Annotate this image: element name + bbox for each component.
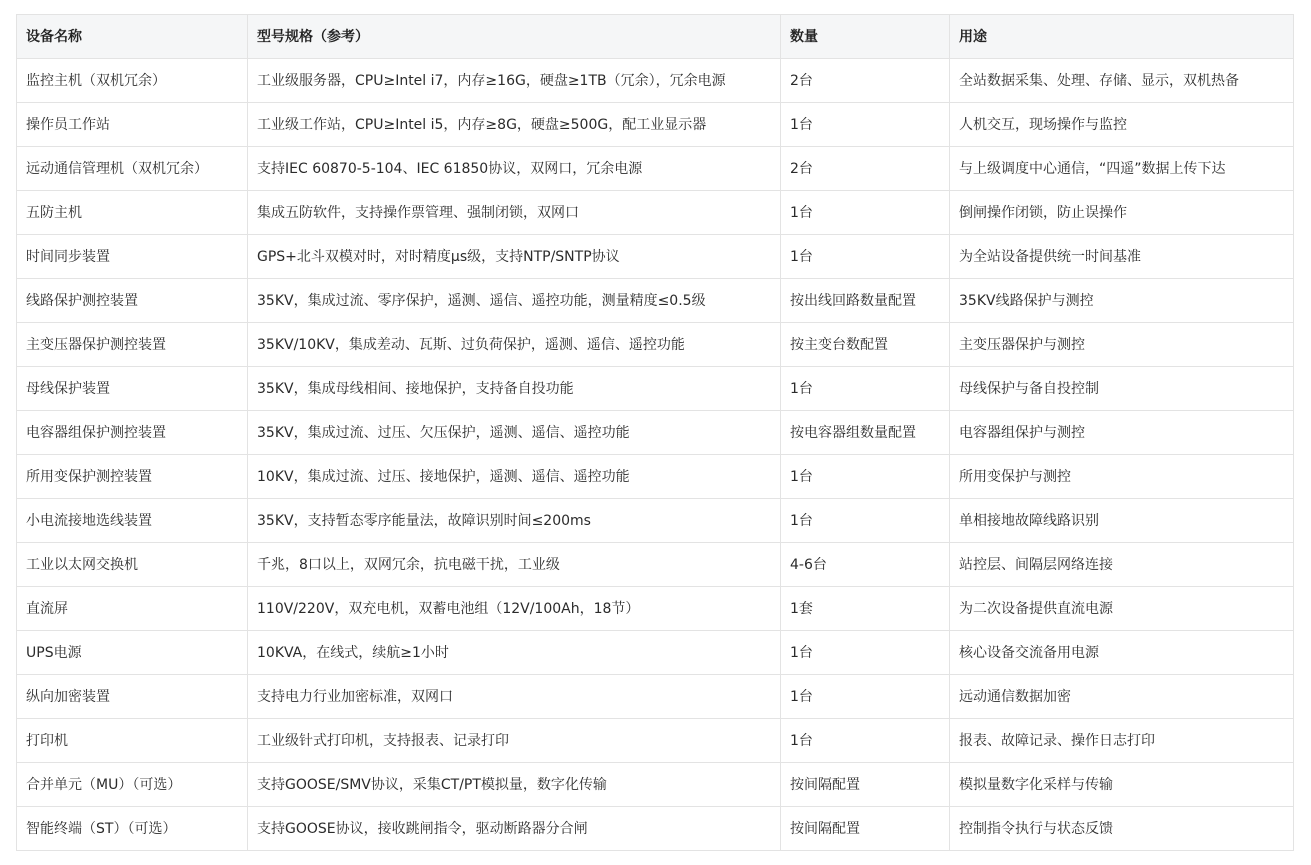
cell-purpose: 35KV线路保护与测控 [950, 279, 1294, 323]
cell-purpose: 母线保护与备自投控制 [950, 367, 1294, 411]
cell-model-spec: 35KV，集成过流、零序保护，遥测、遥信、遥控功能，测量精度≤0.5级 [248, 279, 781, 323]
header-model-spec: 型号规格（参考） [248, 15, 781, 59]
cell-quantity: 按出线回路数量配置 [781, 279, 950, 323]
cell-device-name: 工业以太网交换机 [17, 543, 248, 587]
cell-device-name: 操作员工作站 [17, 103, 248, 147]
table-row [17, 763, 1294, 807]
table-row [17, 411, 1294, 455]
cell-device-name: 小电流接地选线装置 [17, 499, 248, 543]
table-row [17, 631, 1294, 675]
table-row [17, 103, 1294, 147]
cell-purpose: 模拟量数字化采样与传输 [950, 763, 1294, 807]
cell-purpose: 人机交互，现场操作与监控 [950, 103, 1294, 147]
cell-purpose: 报表、故障记录、操作日志打印 [950, 719, 1294, 763]
table-header-row [17, 15, 1294, 59]
table-row [17, 191, 1294, 235]
cell-model-spec: 10KV，集成过流、过压、接地保护，遥测、遥信、遥控功能 [248, 455, 781, 499]
header-quantity: 数量 [781, 15, 950, 59]
cell-quantity: 4-6台 [781, 543, 950, 587]
cell-model-spec: 35KV，集成过流、过压、欠压保护，遥测、遥信、遥控功能 [248, 411, 781, 455]
cell-purpose: 全站数据采集、处理、存储、显示，双机热备 [950, 59, 1294, 103]
table-row [17, 367, 1294, 411]
table-row [17, 587, 1294, 631]
cell-model-spec: 集成五防软件，支持操作票管理、强制闭锁，双网口 [248, 191, 781, 235]
table-row [17, 543, 1294, 587]
cell-model-spec: 千兆，8口以上，双网冗余，抗电磁干扰，工业级 [248, 543, 781, 587]
cell-device-name: 所用变保护测控装置 [17, 455, 248, 499]
cell-model-spec: 35KV，支持暂态零序能量法，故障识别时间≤200ms [248, 499, 781, 543]
cell-purpose: 为二次设备提供直流电源 [950, 587, 1294, 631]
cell-device-name: 时间同步装置 [17, 235, 248, 279]
cell-purpose: 主变压器保护与测控 [950, 323, 1294, 367]
table-row [17, 499, 1294, 543]
cell-model-spec: 工业级工作站，CPU≥Intel i5，内存≥8G，硬盘≥500G，配工业显示器 [248, 103, 781, 147]
equipment-table-container [16, 14, 1293, 851]
cell-purpose: 与上级调度中心通信，“四遥”数据上传下达 [950, 147, 1294, 191]
table-row [17, 719, 1294, 763]
cell-purpose: 核心设备交流备用电源 [950, 631, 1294, 675]
cell-purpose: 单相接地故障线路识别 [950, 499, 1294, 543]
table-row [17, 455, 1294, 499]
cell-quantity: 1台 [781, 675, 950, 719]
cell-device-name: 智能终端（ST）（可选） [17, 807, 248, 851]
table-row [17, 235, 1294, 279]
cell-purpose: 站控层、间隔层网络连接 [950, 543, 1294, 587]
cell-device-name: 线路保护测控装置 [17, 279, 248, 323]
cell-quantity: 1台 [781, 631, 950, 675]
cell-quantity: 2台 [781, 147, 950, 191]
cell-model-spec: GPS+北斗双模对时，对时精度μs级，支持NTP/SNTP协议 [248, 235, 781, 279]
table-row [17, 279, 1294, 323]
cell-model-spec: 35KV，集成母线相间、接地保护，支持备自投功能 [248, 367, 781, 411]
cell-device-name: 远动通信管理机（双机冗余） [17, 147, 248, 191]
header-purpose: 用途 [950, 15, 1294, 59]
table-row [17, 675, 1294, 719]
cell-quantity: 1台 [781, 455, 950, 499]
cell-device-name: 主变压器保护测控装置 [17, 323, 248, 367]
cell-quantity: 按主变台数配置 [781, 323, 950, 367]
table-row [17, 59, 1294, 103]
cell-model-spec: 工业级服务器，CPU≥Intel i7，内存≥16G，硬盘≥1TB（冗余），冗余电源 [248, 59, 781, 103]
equipment-table [16, 14, 1294, 851]
cell-quantity: 1套 [781, 587, 950, 631]
cell-quantity: 1台 [781, 499, 950, 543]
cell-quantity: 1台 [781, 719, 950, 763]
cell-device-name: 合并单元（MU）（可选） [17, 763, 248, 807]
cell-quantity: 按间隔配置 [781, 763, 950, 807]
cell-purpose: 为全站设备提供统一时间基准 [950, 235, 1294, 279]
cell-purpose: 倒闸操作闭锁，防止误操作 [950, 191, 1294, 235]
cell-device-name: 直流屏 [17, 587, 248, 631]
cell-model-spec: 35KV/10KV，集成差动、瓦斯、过负荷保护，遥测、遥信、遥控功能 [248, 323, 781, 367]
cell-quantity: 1台 [781, 103, 950, 147]
header-device-name: 设备名称 [17, 15, 248, 59]
cell-model-spec: 10KVA，在线式，续航≥1小时 [248, 631, 781, 675]
table-row [17, 147, 1294, 191]
cell-device-name: 电容器组保护测控装置 [17, 411, 248, 455]
cell-model-spec: 工业级针式打印机，支持报表、记录打印 [248, 719, 781, 763]
cell-model-spec: 110V/220V，双充电机，双蓄电池组（12V/100Ah，18节） [248, 587, 781, 631]
cell-model-spec: 支持GOOSE协议，接收跳闸指令，驱动断路器分合闸 [248, 807, 781, 851]
cell-device-name: 打印机 [17, 719, 248, 763]
cell-device-name: 监控主机（双机冗余） [17, 59, 248, 103]
cell-quantity: 1台 [781, 191, 950, 235]
cell-model-spec: 支持IEC 60870-5-104、IEC 61850协议，双网口，冗余电源 [248, 147, 781, 191]
cell-model-spec: 支持电力行业加密标准，双网口 [248, 675, 781, 719]
table-row [17, 323, 1294, 367]
cell-purpose: 所用变保护与测控 [950, 455, 1294, 499]
cell-quantity: 1台 [781, 367, 950, 411]
cell-device-name: UPS电源 [17, 631, 248, 675]
cell-device-name: 五防主机 [17, 191, 248, 235]
table-row [17, 807, 1294, 851]
cell-quantity: 1台 [781, 235, 950, 279]
cell-quantity: 2台 [781, 59, 950, 103]
cell-purpose: 远动通信数据加密 [950, 675, 1294, 719]
cell-purpose: 电容器组保护与测控 [950, 411, 1294, 455]
cell-device-name: 母线保护装置 [17, 367, 248, 411]
cell-quantity: 按间隔配置 [781, 807, 950, 851]
cell-purpose: 控制指令执行与状态反馈 [950, 807, 1294, 851]
cell-model-spec: 支持GOOSE/SMV协议，采集CT/PT模拟量，数字化传输 [248, 763, 781, 807]
cell-device-name: 纵向加密装置 [17, 675, 248, 719]
cell-quantity: 按电容器组数量配置 [781, 411, 950, 455]
